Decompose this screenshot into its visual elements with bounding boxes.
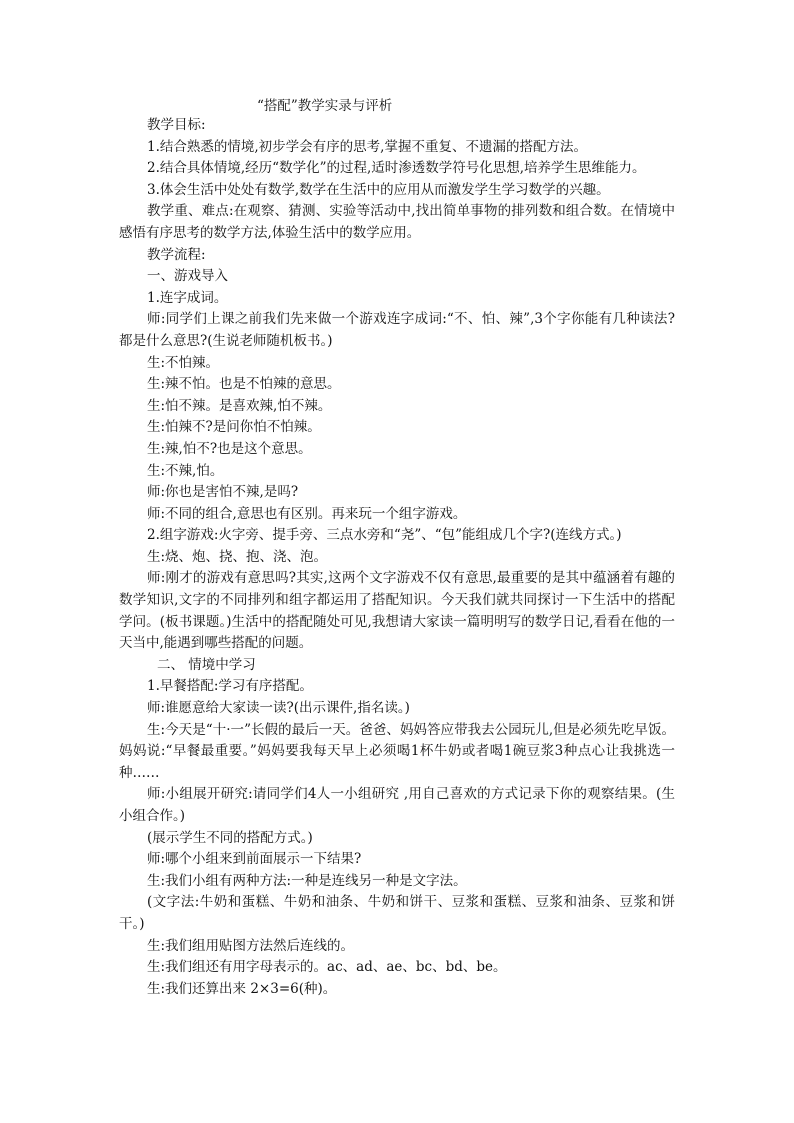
paragraph: 2.组字游戏:火字旁、提手旁、三点水旁和“尧”、“包”能组成几个字?(连线方式。): [147, 527, 622, 544]
paragraph: 2.结合具体情境,经历“数学化”的过程,适时渗透数学符号化思想,培养学生思维能力。: [147, 160, 646, 177]
paragraph: 生:我们小组有两种方法:一种是连线另一种是文字法。: [147, 872, 467, 889]
paragraph: 师:小组展开研究:请同学们4人一小组研究 ,用自己喜欢的方式记录下你的观察结果。(生小组合作。): [119, 786, 675, 824]
paragraph: 师:同学们上课之前我们先来做一个游戏连字成词:“不、怕、辣”,3个字你能有几种读法?都是什么意思?(生说老师随机板书。): [119, 311, 675, 349]
section-heading: 一、游戏导入: [147, 268, 228, 285]
paragraph: 师:刚才的游戏有意思吗?其实,这两个文字游戏不仅有意思,最重要的是其中蕴涵着有趣的数学知识,文字的不同排列和组字都运用了搭配知识。今天我们就共同探讨一下生活中的搭配学问。(板书课题。)生活中的搭配随处可见,我想请大家读一篇明明写的数学日记,看看在他的一天当中,能遇到哪些搭配的问题。: [119, 570, 675, 652]
paragraph: 生:辣不怕。也是不怕辣的意思。: [147, 376, 341, 393]
paragraph: (文字法:牛奶和蛋糕、牛奶和油条、牛奶和饼干、豆浆和蛋糕、豆浆和油条、豆浆和饼干。): [119, 894, 675, 932]
paragraph: 生:辣,怕不?也是这个意思。: [147, 440, 312, 457]
paragraph: 教学目标:: [147, 117, 206, 133]
paragraph: 生:今天是“十·一”长假的最后一天。爸爸、妈妈答应带我去公园玩儿,但是必须先吃早饭。妈妈说:“早餐最重要。”妈妈要我每天早上必须喝1杯牛奶或者喝1碗豆浆3种点心让我挑选一种……: [119, 721, 675, 781]
paragraph: 3.体会生活中处处有数学,数学在生活中的应用从而激发学生学习数学的兴趣。: [147, 181, 610, 198]
paragraph: 生:怕不辣。是喜欢辣,怕不辣。: [147, 397, 332, 414]
paragraph: 生:我们组还有用字母表示的。ac、ad、ae、bc、bd、be。: [147, 959, 507, 976]
paragraph: 生:我们组用贴图方法然后连线的。: [147, 937, 355, 954]
document-body: [119, 115, 675, 1000]
paragraph: 1.早餐搭配:学习有序搭配。: [147, 678, 313, 695]
paragraph: 生:我们还算出来 2×3=6(种)。: [147, 980, 337, 997]
paragraph: 生:怕辣不?是问你怕不怕辣。: [147, 419, 321, 436]
paragraph: 教学重、难点:在观察、猜测、实验等活动中,找出简单事物的排列数和组合数。在情境中感悟有序思考的数学方法,体验生活中的数学应用。: [119, 203, 675, 241]
paragraph: 生:烧、炮、挠、抱、浇、泡。: [147, 548, 328, 565]
paragraph: 师:不同的组合,意思也有区别。再来玩一个组字游戏。: [147, 505, 467, 522]
paragraph: 1.结合熟悉的情境,初步学会有序的思考,掌握不重复、不遗漏的搭配方法。: [147, 138, 587, 155]
paragraph: 师:谁愿意给大家读一读?(出示课件,指名读。): [147, 700, 410, 717]
section-heading: 二、 情境中学习: [157, 656, 256, 673]
paragraph: (展示学生不同的搭配方式。): [147, 829, 313, 846]
paragraph: 生:不辣,怕。: [147, 462, 224, 479]
paragraph: 师:你也是害怕不辣,是吗?: [147, 484, 299, 501]
paragraph: 师:哪个小组来到前面展示一下结果?: [147, 851, 362, 868]
paragraph: 生:不怕辣。: [147, 354, 220, 371]
paragraph: 教学流程:: [147, 246, 206, 263]
paragraph: 1.连字成词。: [147, 289, 228, 306]
document-title: “搭配”教学实录与评析: [257, 98, 393, 114]
